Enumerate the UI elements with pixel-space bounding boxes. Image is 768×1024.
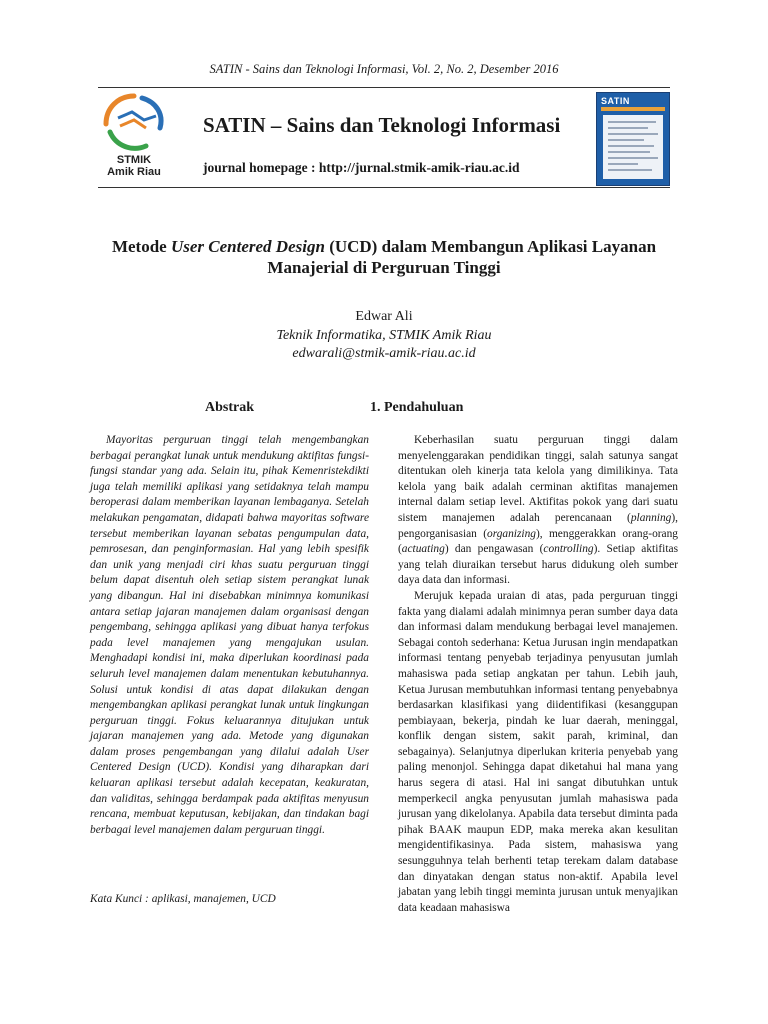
- intro-paragraph-1: Keberhasilan suatu perguruan tinggi dalam menyelenggarakan pendidikan tinggi, salah satunya sangat ditentukan oleh kinerja tata kelola yang dimilikinya. Tata kelola yang baik adalah cerminan aktifitas manajemen internal dalam setiap level. Aktifitas pokok yang dari suatu sistem manajemen adalah perencanaan (planning), pengorganisasian (organizing), menggerakkan orang-orang (actuating) dan pengawasan (controlling). Setiap aktifitas yang telah diuraikan tersebut harus didukung oleh sumber daya data dan informasi.: [398, 434, 679, 587]
- abstract-paragraph: Mayoritas perguruan tinggi telah mengembangkan berbagai perangkat lunak untuk mendukung aktifitas fungsi-fungsi standar yang ada. Selain itu, pihak Kemenristekdikti juga telah memiliki aplikasi yang setidaknya telah mampu beroperasi dalam memberikan layanan lembaganya. Setelah melakukan pengamatan, didapati bahwa mayoritas software tersebut memberikan layanan sebatas pengumpulan data, pemrosesan, dan penginformasian. Hal yang lebih spesifik dan unik yang menjadi ciri khas suatu perguruan tinggi belum dapat disentuh oleh setiap sistem perangkat lunak yang dibangun. Hal ini disebabkan minimnya komunikasi antara setiap jajaran manajemen dalam organisasi dengan pengembang, sehingga aplikasi yang dibuat hanya terfokus pada level manajemen yang mengajukan usulan. Menghadapi kondisi ini, maka diperlukan koordinasi pada seluruh level manajemen dalam menentukan kebutuhannya. Solusi untuk kondisi di atas dapat dilakukan dengan mengembangkan aplikasi perangkat lunak untuk lingkungan perguruan tinggi. Fokus keluarannya ditujukan untuk jajaran manajemen yang ada. Metode yang digunakan dalam proses pengembangan yang dilalui adalah User Centered Design (UCD). Kondisi yang diharapkan dari keluaran aplikasi tersebut adalah kecepatan, keakuratan, dan validitas, sehingga berdampak pada aktifitas menyusun rencana, membuat keputusan, kebijakan, dan tindakan bagi berbagai level manajemen dalam perguruan tinggi.: [90, 434, 369, 836]
- title-rest: (UCD) dalam Membangun Aplikasi Layanan: [324, 237, 657, 256]
- author-email[interactable]: edwarali@stmik-amik-riau.ac.id: [292, 346, 476, 361]
- article-title: [90, 236, 678, 278]
- stmik-logo-mark: [98, 92, 178, 154]
- intro-heading: 1. Pendahuluan: [370, 400, 464, 415]
- author-affiliation: Teknik Informatika, STMIK Amik Riau: [276, 328, 492, 343]
- logo-text-stmik: STMIK: [116, 154, 152, 166]
- cover-page-preview: [603, 115, 663, 179]
- header-rule-top: [98, 87, 670, 88]
- keywords: Kata Kunci : aplikasi, manajemen, UCD: [90, 893, 276, 905]
- author-name: Edwar Ali: [355, 309, 413, 324]
- intro-body: [398, 433, 678, 916]
- stmik-logo: [98, 92, 178, 184]
- running-header: SATIN - Sains dan Teknologi Informasi, Vol. 2, No. 2, Desember 2016: [209, 62, 559, 76]
- logo-text-amik-riau: Amik Riau: [107, 166, 161, 178]
- title-prefix: Metode: [111, 237, 171, 256]
- intro-paragraph-2: Merujuk kepada uraian di atas, pada perguruan tinggi fakta yang dialami adalah minimnya peran sumber daya data dan informasi dalam mendukung berbagai level manajemen. Sebagai contoh sederhana: Ketua Jurusan ingin mendapatkan informasi tentang penyebab terjadinya penyusutan jumlah mahasiswa pada setiap angkatan per tahun. Lebih jauh, Ketua Jurusan membutuhkan informasi tentang penyebabnya berdasarkan klasifikasi yang diidentifikasi (kesanggupan pembiayaan, bekerja, pindah ke luar daerah, meninggal, konflik dengan sistem, sakit parah, kriminal, dan sebagainya). Selanjutnya diperlukan kriteria penyebab yang paling menonjol. Sehingga dapat diketahui hal mana yang harus segera di atasi. Hal ini sangat dibutuhkan untuk memperkecil angka penyusutan jumlah mahasiswa pada jurusan yang dikelolanya. Apabila data tersebut diminta pada pihak BAAK maupun EDP, maka mereka akan kesulitan mengidentifikasinya. Pada sistem, mahasiswa yang sesungguhnya telah berhenti tetap terekam dalam database dan dinyatakan dengan status non-aktif. Apabila level jabatan yang lebih tinggi meminta jurusan untuk menyajikan data keadaan mahasiswa: [398, 589, 678, 914]
- cover-banner: [601, 107, 665, 111]
- journal-name: SATIN – Sains dan Teknologi Informasi: [203, 113, 561, 137]
- journal-homepage-link[interactable]: journal homepage : http://jurnal.stmik-amik-riau.ac.id: [203, 160, 520, 175]
- journal-cover-thumbnail: [596, 92, 670, 186]
- title-italic: User Centered Design: [170, 237, 325, 256]
- abstract-body: [90, 433, 369, 838]
- title-line-2: Manajerial di Perguruan Tinggi: [267, 258, 501, 277]
- header-rule-bottom: [98, 187, 670, 188]
- cover-title: SATIN: [601, 96, 630, 106]
- abstract-heading: Abstrak: [205, 400, 255, 415]
